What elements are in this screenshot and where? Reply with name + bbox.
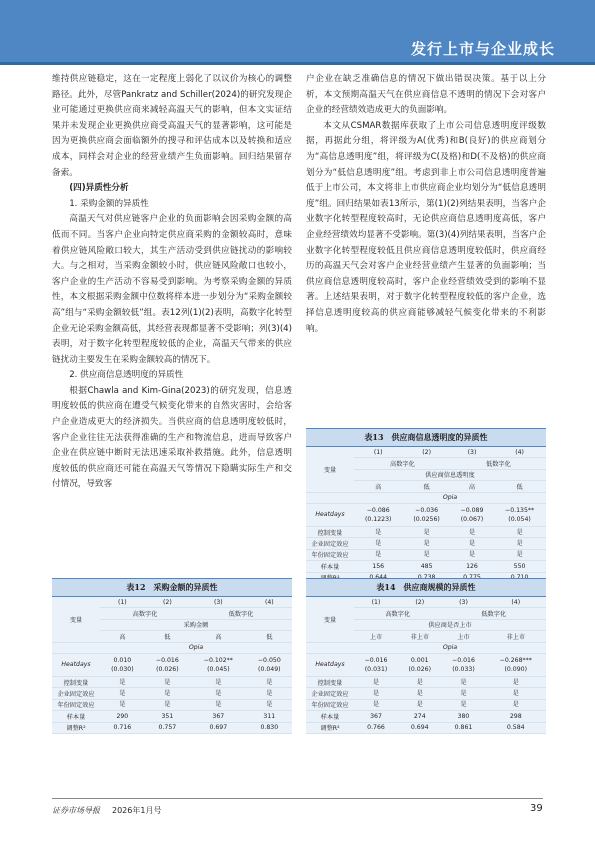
row-label: Heatdays: [306, 503, 354, 526]
row-label-header: 变量: [306, 447, 354, 492]
table-cell: 是: [190, 676, 247, 687]
table-cell: 550: [493, 561, 546, 572]
table-cell: −0.102** (0.045): [190, 653, 247, 676]
category-header: 低: [145, 631, 190, 642]
table-cell: 是: [441, 688, 485, 699]
column-number: (3): [190, 597, 247, 608]
table-cell: 是: [190, 688, 247, 699]
table-cell: 是: [398, 688, 441, 699]
table-cell: 156: [354, 561, 402, 572]
table-cell: 0.766: [354, 722, 398, 733]
table-cell: 是: [451, 538, 493, 549]
table-cell: 是: [441, 699, 485, 710]
row-label: 样本量: [306, 561, 354, 572]
row-label: 企业固定效应: [306, 688, 354, 699]
group-header: 低数字化: [441, 608, 546, 619]
table-cell: −0.036 (0.0256): [402, 503, 450, 526]
row-label: 样本量: [306, 711, 354, 722]
table-row: [306, 503, 546, 526]
group-header: 高数字化: [354, 458, 451, 469]
column-number: (2): [402, 447, 450, 458]
table-cell: 是: [354, 549, 402, 560]
table-14: [306, 578, 546, 734]
table-cell: 是: [100, 676, 145, 687]
column-number: (1): [354, 447, 402, 458]
table-cell: 126: [451, 561, 493, 572]
table-cell: 0.694: [398, 722, 441, 733]
row-label: 控制变量: [306, 676, 354, 687]
dependent-variable: Opia: [354, 642, 546, 653]
table-row: [52, 722, 292, 733]
table-row: [306, 561, 546, 572]
table-cell: 是: [441, 676, 485, 687]
table-cell: 是: [451, 549, 493, 560]
table-cell: 0.757: [145, 722, 190, 733]
table-cell: −0.050 (0.049): [247, 653, 292, 676]
table-cell: 是: [493, 538, 546, 549]
group-header: 低数字化: [190, 608, 292, 619]
column-number: (4): [493, 447, 546, 458]
row-label: 年份固定效应: [306, 699, 354, 710]
table-cell: −0.016 (0.031): [354, 653, 398, 676]
table-cell: 是: [354, 676, 398, 687]
category-header: 上市: [354, 631, 398, 642]
column-number: (4): [247, 597, 292, 608]
subsection-heading: 2. 供应商信息透明度的异质性: [69, 370, 184, 381]
row-label: Heatdays: [306, 653, 354, 676]
table-body: [306, 447, 546, 584]
table-cell: 0.716: [100, 722, 145, 733]
table-cell: 367: [354, 711, 398, 722]
footer-divider: [52, 798, 543, 799]
category-header: 上市: [441, 631, 485, 642]
category-header: 低: [493, 481, 546, 492]
table-cell: 0.861: [441, 722, 485, 733]
column-number: (1): [354, 597, 398, 608]
table-cell: 380: [441, 711, 485, 722]
table-cell: 是: [100, 688, 145, 699]
table-cell: 298: [486, 711, 547, 722]
group-header: 高数字化: [354, 608, 441, 619]
table-row: [306, 676, 546, 687]
table-cell: 是: [398, 699, 441, 710]
table-cell: 0.697: [190, 722, 247, 733]
blank-cell: [52, 642, 100, 653]
category-header: 低: [402, 481, 450, 492]
table-cell: 0.001 (0.026): [398, 653, 441, 676]
section-title: 发行上市与企业成长: [410, 40, 555, 58]
category-header: 非上市: [398, 631, 441, 642]
table-cell: 351: [145, 711, 190, 722]
right-column: [306, 72, 546, 337]
table-cell: 290: [100, 711, 145, 722]
column-number: (2): [145, 597, 190, 608]
column-number: (3): [441, 597, 485, 608]
table-cell: 0.010 (0.030): [100, 653, 145, 676]
table-12: [52, 578, 292, 734]
table-row: [52, 653, 292, 676]
table-body: [306, 597, 546, 734]
left-column: [52, 72, 292, 493]
category-header: 高: [451, 481, 493, 492]
table-cell: 是: [145, 688, 190, 699]
table-cell: 是: [398, 676, 441, 687]
dependent-variable: Opia: [100, 642, 292, 653]
table-cell: 是: [402, 526, 450, 537]
row-label: 年份固定效应: [52, 699, 100, 710]
table-cell: 是: [100, 699, 145, 710]
journal-name: 证券市场导报: [52, 806, 100, 815]
table-cell: −0.016 (0.026): [145, 653, 190, 676]
table-cell: 是: [354, 699, 398, 710]
table-row: [306, 722, 546, 733]
table-cell: 274: [398, 711, 441, 722]
column-number: (1): [100, 597, 145, 608]
table-title: 表12 采购金额的异质性: [52, 578, 292, 597]
category-header: 低: [247, 631, 292, 642]
table-cell: 是: [354, 538, 402, 549]
table-cell: 是: [145, 676, 190, 687]
table-row: [306, 549, 546, 560]
row-label: 年份固定效应: [306, 549, 354, 560]
table-cell: −0.016 (0.033): [441, 653, 485, 676]
table-cell: 是: [486, 676, 547, 687]
table-row: [306, 711, 546, 722]
table-13: [306, 428, 546, 584]
column-number: (2): [398, 597, 441, 608]
table-cell: 是: [493, 526, 546, 537]
row-label-header: 变量: [306, 597, 354, 642]
section-heading: (四)异质性分析: [69, 183, 129, 194]
category-header: 高: [100, 631, 145, 642]
table-cell: 是: [190, 699, 247, 710]
row-label: 控制变量: [306, 526, 354, 537]
issue-date: 2026年1月号: [112, 806, 162, 815]
table-cell: 是: [486, 699, 547, 710]
row-label: Heatdays: [52, 653, 100, 676]
table-row: [52, 676, 292, 687]
paragraph: 根据Chawla and Kim-Gina(2023)的研究发现，信息透明度较低的供应商在遭受气候变化带来的自然灾害时，会给客户企业造成更大的经济损失。当供应商的信息透明度较低时，客户企业往往无法获得准确的生产和物流信息，进而导致客户企业在供应链中断时无法迅速采取补救措施。此外，信息透明度较低的供应商还可能在高温天气等情况下隐瞒实际生产和交付情况，导致客: [52, 385, 292, 490]
sub-header: 采购金额: [100, 619, 292, 630]
column-number: (3): [451, 447, 493, 458]
row-label: 企业固定效应: [52, 688, 100, 699]
table-cell: 367: [190, 711, 247, 722]
table-cell: −0.268*** (0.090): [486, 653, 547, 676]
table-cell: 是: [247, 699, 292, 710]
column-number: (4): [486, 597, 547, 608]
table-cell: 是: [145, 699, 190, 710]
paragraph: 维持供应链稳定，这在一定程度上弱化了以议价为核心的调整路径。此外，尽管Pankratz and Schiller(2024)的研究发现企业可能通过更换供应商来减轻高温天气的影响，但本文实证结果并未发现企业更换供应商受高温天气的显著影响，这可能是因为更换供应商会面临额外的搜寻和评估成本以及转换和适应成本，同样会对企业的经营业绩产生负面影响。回归结果留存备索。: [52, 74, 292, 178]
table-cell: 是: [451, 526, 493, 537]
table-cell: 是: [402, 538, 450, 549]
table-row: [52, 688, 292, 699]
table-cell: −0.135** (0.054): [493, 503, 546, 526]
table-body: [52, 597, 292, 734]
row-label: 企业固定效应: [306, 538, 354, 549]
paragraph: 高温天气对供应链客户企业的负面影响会因采购金额的高低而不同。当客户企业向特定供应商采购的金额较高时，意味着供应链风险敞口较大，其生产活动受到供应链扰动的影响较大。与之相对，当采购金额较小时，供应链风险敞口也较小，客户企业的生产活动不容易受到影响。为考察采购金额的异质性，本文根据采购金额中位数将样本进一步划分为“采购金额较高”组与“采购金额较低”组。表12列(1)(2)表明，高数字化转型企业无论采购金额高低，其经营表现都显著不受影响；列(3)(4)表明，对于数字化转型程度较低的企业，高温天气带来的供应链扰动主要发生在采购金额较高的情况下。: [52, 214, 292, 365]
table-cell: 是: [247, 688, 292, 699]
table-cell: −0.089 (0.067): [451, 503, 493, 526]
row-label: 调整R²: [306, 722, 354, 733]
category-header: 高: [190, 631, 247, 642]
table-row: [306, 653, 546, 676]
row-label: 调整R²: [52, 722, 100, 733]
table-cell: 是: [486, 688, 547, 699]
blank-cell: [306, 642, 354, 653]
table-row: [306, 526, 546, 537]
row-label: 样本量: [52, 711, 100, 722]
row-label: 控制变量: [52, 676, 100, 687]
category-header: 非上市: [486, 631, 547, 642]
table-title: 表13 供应商信息透明度的异质性: [306, 428, 546, 447]
table-row: [52, 711, 292, 722]
table-title: 表14 供应商规模的异质性: [306, 578, 546, 597]
row-label-header: 变量: [52, 597, 100, 642]
sub-header: 供应商是否上市: [354, 619, 546, 630]
table-cell: 0.830: [247, 722, 292, 733]
table-cell: 是: [247, 676, 292, 687]
subsection-heading: 1. 采购金额的异质性: [69, 198, 149, 209]
table-cell: 是: [354, 526, 402, 537]
blank-cell: [306, 492, 354, 503]
header-divider: [0, 62, 595, 65]
table-cell: 是: [493, 549, 546, 560]
paragraph: 本文从CSMAR数据库获取了上市公司信息透明度评级数据，再据此分组，将评级为A(优秀)和B(良好)的供应商划分为“高信息透明度”组，将评级为C(及格)和D(不及格)的供应商划分为“低信息透明度”组。考虑到非上市公司信息透明度普遍低于上市公司，本文将非上市供应商企业均划分为“低信息透明度”组。回归结果如表13所示，第(1)(2)列结果表明，当客户企业数字化转型程度较高时，无论供应商信息透明度高低，客户企业经营绩效均显著不受影响。第(3)(4)列结果表明，当客户企业数字化转型程度较低且供应商信息透明度较低时，供应商经历的高温天气会对客户企业经营业绩产生显著的负面影响；当供应商信息透明度较高时，客户企业经营绩效受到的影响不显著。上述结果表明，对于数字化转型程度较低的客户企业，选择信息透明度较高的供应商能够减轻气候变化带来的不利影响。: [306, 120, 546, 334]
table-row: [306, 538, 546, 549]
table-cell: 是: [354, 688, 398, 699]
group-header: 低数字化: [451, 458, 546, 469]
table-cell: 是: [402, 549, 450, 560]
paragraph: 户企业在缺乏准确信息的情况下做出错误决策。基于以上分析，本文预期高温天气在供应商信息不透明的情况下会对客户企业的经营绩效造成更大的负面影响。: [306, 74, 546, 116]
dependent-variable: Opia: [354, 492, 546, 503]
table-cell: 311: [247, 711, 292, 722]
table-cell: −0.086 (0.1223): [354, 503, 402, 526]
table-cell: 485: [402, 561, 450, 572]
table-row: [52, 699, 292, 710]
category-header: 高: [354, 481, 402, 492]
table-row: [306, 699, 546, 710]
page-number: 39: [530, 803, 543, 814]
group-header: 高数字化: [100, 608, 190, 619]
sub-header: 供应商信息透明度: [354, 469, 546, 480]
table-row: [306, 688, 546, 699]
table-cell: 0.584: [486, 722, 547, 733]
